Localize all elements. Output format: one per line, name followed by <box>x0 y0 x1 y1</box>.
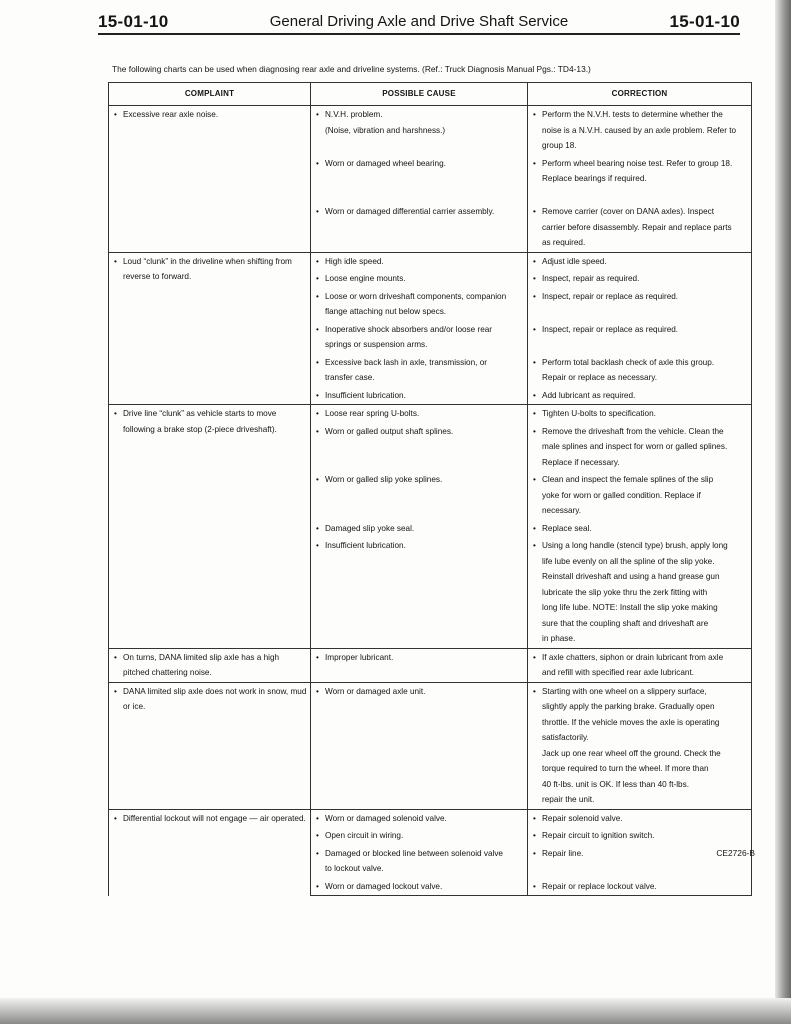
cause-entry <box>316 107 524 138</box>
correction-cell <box>528 288 752 321</box>
complaint-entry <box>114 107 307 123</box>
spacer <box>316 171 524 187</box>
text-line: group 18. <box>542 141 577 150</box>
text-line: long life lube. NOTE: Install the slip yoke making <box>542 603 718 612</box>
complaint-entry <box>114 684 307 715</box>
text-line: throttle. If the vehicle moves the axle is operating <box>542 717 720 727</box>
cause-entry-text <box>325 879 524 895</box>
diagnosis-chart <box>108 82 752 896</box>
text-line: Add lubricant as required. <box>542 390 636 400</box>
complaint-cell <box>109 405 311 649</box>
text-line: Inspect, repair or replace as required. <box>542 324 679 334</box>
text-line: Worn or damaged wheel bearing. <box>325 158 446 168</box>
complaint-text: On turns, DANA limited slip axle has a high pitched chattering noise. <box>123 652 280 677</box>
text-line: Using a long handle (stencil type) brush, apply long <box>542 541 728 550</box>
text-line: Worn or galled output shaft splines. <box>325 426 454 436</box>
text-line: Repair solenoid valve. <box>542 813 623 823</box>
correction-cell <box>528 878 752 896</box>
bullet: • <box>533 475 536 484</box>
correction-entry-text <box>542 355 748 386</box>
bullet: • <box>316 426 319 436</box>
text-line: Damaged or blocked line between solenoid valve <box>325 848 503 858</box>
cause-entry-text <box>325 538 524 554</box>
chart-header-row <box>109 83 752 106</box>
correction-cell <box>528 537 752 648</box>
text-line: Perform wheel bearing noise test. Refer to group 18. <box>542 158 733 168</box>
bullet: • <box>316 291 319 301</box>
text-line: yoke for worn or galled condition. Replace if <box>542 490 701 500</box>
bullet: • <box>533 390 536 400</box>
cause-entry-text <box>325 406 524 422</box>
cause-entry-text <box>325 472 524 488</box>
bullet: • <box>533 357 536 367</box>
text-line: Loose rear spring U-bolts. <box>325 409 420 418</box>
cause-entry-text <box>325 204 524 220</box>
complaint-entry <box>114 811 307 827</box>
bullet: • <box>316 158 319 168</box>
cause-cell <box>311 203 528 252</box>
cause-cell <box>311 648 528 682</box>
correction-entry <box>533 538 748 647</box>
correction-entry-text <box>542 879 748 895</box>
correction-cell <box>528 321 752 354</box>
cause-entry <box>316 684 524 700</box>
bullet: • <box>114 813 117 823</box>
cause-entry-text <box>325 107 524 138</box>
cause-entry <box>316 322 524 353</box>
text-line: Reinstall driveshaft and using a hand grease gun <box>542 572 720 581</box>
correction-entry <box>533 811 748 827</box>
table-row <box>109 648 752 682</box>
bullet: • <box>533 291 536 301</box>
text-line: male splines and inspect for worn or galled splines. <box>542 442 728 451</box>
cause-entry <box>316 521 524 537</box>
text-line: If axle chatters, siphon or drain lubricant from axle <box>542 652 724 662</box>
cause-cell <box>311 288 528 321</box>
correction-entry-text <box>542 322 748 338</box>
correction-cell <box>528 520 752 538</box>
complaint-cell <box>109 648 311 682</box>
text-line: in phase. <box>542 634 576 643</box>
text-line: Worn or damaged solenoid valve. <box>325 813 447 823</box>
bullet: • <box>114 652 117 662</box>
correction-cell <box>528 155 752 204</box>
correction-cell <box>528 203 752 252</box>
correction-entry-text <box>542 828 748 844</box>
text-line: sure that the coupling shaft and driveshaft are <box>542 618 709 628</box>
correction-entry-text <box>542 388 748 404</box>
text-line: Replace seal. <box>542 523 592 533</box>
cause-entry <box>316 355 524 386</box>
cause-cell <box>311 682 528 809</box>
text-line: carrier before disassembly. Repair and replace parts <box>542 222 732 232</box>
complaint-entry <box>114 650 307 681</box>
cause-entry <box>316 156 524 172</box>
bullet: • <box>316 357 319 367</box>
cause-entry <box>316 289 524 320</box>
correction-entry <box>533 684 748 808</box>
cause-cell <box>311 423 528 472</box>
cause-cell <box>311 387 528 405</box>
correction-cell <box>528 471 752 520</box>
table-row <box>109 106 752 155</box>
cause-cell <box>311 537 528 648</box>
bullet: • <box>533 426 536 436</box>
chart-body <box>109 106 752 896</box>
text-line: Perform the N.V.H. tests to determine whether the <box>542 110 723 119</box>
column-header-correction: CORRECTION <box>528 83 752 106</box>
bullet: • <box>316 652 319 662</box>
complaint-cell <box>109 809 311 896</box>
bullet: • <box>533 158 536 168</box>
text-line: noise is a N.V.H. caused by an axle problem. Refer to <box>542 125 737 135</box>
bullet: • <box>316 409 319 418</box>
correction-cell <box>528 354 752 387</box>
complaint-cell <box>109 682 311 809</box>
page-edge-shadow-right <box>775 0 791 1024</box>
text-line: High idle speed. <box>325 256 384 266</box>
bullet: • <box>316 475 319 484</box>
cause-entry-text <box>325 424 524 440</box>
bullet: • <box>316 390 319 400</box>
text-line: Clean and inspect the female splines of the slip <box>542 475 714 484</box>
bullet: • <box>114 409 117 418</box>
correction-cell <box>528 809 752 827</box>
text-line: Excessive back lash in axle, transmission, or <box>325 357 487 367</box>
bullet: • <box>533 207 536 216</box>
correction-entry <box>533 254 748 270</box>
bullet: • <box>533 324 536 334</box>
cause-entry-text <box>325 271 524 287</box>
text-line: Improper lubricant. <box>325 652 394 662</box>
bullet: • <box>533 409 536 418</box>
text-line: torque required to turn the wheel. If more than <box>542 764 709 773</box>
cause-cell <box>311 845 528 878</box>
bullet: • <box>533 831 536 840</box>
text-line: Perform total backlash check of axle this group. <box>542 357 715 367</box>
correction-cell <box>528 405 752 423</box>
bullet: • <box>533 881 536 891</box>
correction-entry-text <box>542 650 748 681</box>
text-line: Remove carrier (cover on DANA axles). Inspect <box>542 207 714 216</box>
text-line: life lube evenly on all the spline of the slip yoke. <box>542 556 715 566</box>
correction-cell <box>528 682 752 809</box>
page-edge-shadow-bottom <box>0 998 791 1024</box>
correction-entry-text <box>542 472 748 519</box>
bullet: • <box>533 274 536 283</box>
cause-entry-text <box>325 846 524 877</box>
correction-entry <box>533 406 748 422</box>
spacer <box>316 138 524 154</box>
cause-cell <box>311 252 528 270</box>
correction-cell <box>528 827 752 845</box>
correction-entry-text <box>542 271 748 287</box>
correction-cell <box>528 270 752 288</box>
correction-entry <box>533 388 748 404</box>
correction-entry <box>533 521 748 537</box>
page-number-right: 15-01-10 <box>669 12 740 31</box>
cause-cell <box>311 106 528 155</box>
column-header-complaint: COMPLAINT <box>109 83 311 106</box>
cause-entry-text <box>325 322 524 353</box>
correction-cell <box>528 423 752 472</box>
cause-cell <box>311 809 528 827</box>
bullet: • <box>316 813 319 823</box>
correction-entry-text <box>542 406 748 422</box>
cause-entry-text <box>325 521 524 537</box>
text-line: Replace if necessary. <box>542 457 620 467</box>
text-line: 40 ft-lbs. unit is OK. If less than 40 ft-lbs. <box>542 779 689 789</box>
text-line: necessary. <box>542 506 581 515</box>
bullet: • <box>114 256 117 266</box>
header-rule <box>98 33 740 35</box>
correction-entry <box>533 650 748 681</box>
cause-entry <box>316 879 524 895</box>
cause-cell <box>311 878 528 896</box>
text-line: springs or suspension arms. <box>325 340 428 349</box>
correction-entry <box>533 472 748 519</box>
correction-entry <box>533 289 748 305</box>
bullet: • <box>114 686 117 696</box>
cause-cell <box>311 471 528 520</box>
correction-entry <box>533 424 748 471</box>
text-line: repair the unit. <box>542 795 595 804</box>
bullet: • <box>316 274 319 283</box>
cause-cell <box>311 827 528 845</box>
text-line: Inspect, repair as required. <box>542 274 640 283</box>
correction-entry-text <box>542 684 748 808</box>
correction-entry-text <box>542 204 748 251</box>
cause-entry <box>316 424 524 440</box>
cause-entry <box>316 846 524 877</box>
bullet: • <box>114 110 117 119</box>
bullet: • <box>533 848 536 858</box>
text-line: Remove the driveshaft from the vehicle. Clean the <box>542 426 724 436</box>
cause-cell <box>311 354 528 387</box>
bullet: • <box>316 541 319 550</box>
cause-cell <box>311 520 528 538</box>
text-line: Insufficient lubrication. <box>325 541 406 550</box>
text-line: Damaged slip yoke seal. <box>325 523 415 533</box>
correction-entry-text <box>542 289 748 305</box>
text-line: Tighten U-bolts to specification. <box>542 409 656 418</box>
cause-entry-text <box>325 828 524 844</box>
text-line: transfer case. <box>325 373 375 382</box>
text-line: flange attaching nut below specs. <box>325 307 447 316</box>
text-line: Insufficient lubrication. <box>325 390 406 400</box>
cause-entry-text <box>325 811 524 827</box>
correction-cell <box>528 648 752 682</box>
correction-entry <box>533 322 748 338</box>
cause-entry <box>316 538 524 554</box>
intro-text: The following charts can be used when diagnosing rear axle and driveline systems. (Ref.: Truck Diagnosis Manual Pgs.: TD4-13.) <box>112 64 591 74</box>
cause-entry <box>316 271 524 287</box>
correction-cell <box>528 106 752 155</box>
complaint-entry <box>114 254 307 285</box>
bullet: • <box>316 256 319 266</box>
text-line: Repair line. <box>542 848 584 858</box>
page-title: General Driving Axle and Drive Shaft Service <box>269 13 569 30</box>
complaint-entry <box>114 406 307 437</box>
cause-entry-text <box>325 684 524 700</box>
correction-entry <box>533 355 748 386</box>
text-line: Inoperative shock absorbers and/or loose rear <box>325 324 493 334</box>
cause-entry <box>316 388 524 404</box>
complaint-cell <box>109 252 311 405</box>
correction-entry <box>533 271 748 287</box>
cause-cell <box>311 321 528 354</box>
bullet: • <box>533 541 536 550</box>
correction-entry <box>533 879 748 895</box>
bullet: • <box>533 110 536 119</box>
cause-cell <box>311 405 528 423</box>
text-line: N.V.H. problem. <box>325 110 383 119</box>
correction-entry-text <box>542 156 748 187</box>
bullet: • <box>316 523 319 533</box>
bullet: • <box>316 686 319 696</box>
correction-cell <box>528 252 752 270</box>
cause-entry-text <box>325 650 524 666</box>
complaint-text: Loud “clunk” in the driveline when shifting from reverse to forward. <box>123 256 292 281</box>
column-header-possible-cause: POSSIBLE CAUSE <box>311 83 528 106</box>
text-line: (Noise, vibration and harshness.) <box>325 125 446 135</box>
text-line: and refill with specified rear axle lubricant. <box>542 668 694 677</box>
page-number-left: 15-01-10 <box>98 12 169 31</box>
cause-cell <box>311 155 528 204</box>
table-row <box>109 405 752 423</box>
complaint-text: Differential lockout will not engage — air operated. <box>123 813 306 823</box>
bullet: • <box>316 207 319 216</box>
bullet: • <box>316 831 319 840</box>
text-line: Repair or replace as necessary. <box>542 373 657 382</box>
correction-entry <box>533 107 748 154</box>
bullet: • <box>533 813 536 823</box>
correction-entry-text <box>542 424 748 471</box>
text-line: Adjust idle speed. <box>542 256 607 266</box>
cause-entry <box>316 650 524 666</box>
correction-entry-text <box>542 107 748 154</box>
cause-entry-text <box>325 388 524 404</box>
complaint-text: Drive line “clunk” as vehicle starts to move following a brake stop (2-piece driveshaft). <box>123 409 277 434</box>
spacer <box>533 187 748 203</box>
text-line: as required. <box>542 238 586 247</box>
text-line: Worn or damaged axle unit. <box>325 686 426 696</box>
correction-entry <box>533 828 748 844</box>
cause-entry-text <box>325 156 524 172</box>
text-line: to lockout valve. <box>325 864 384 873</box>
table-row <box>109 682 752 809</box>
bullet: • <box>316 110 319 119</box>
cause-entry <box>316 406 524 422</box>
cause-entry <box>316 811 524 827</box>
text-line: Loose engine mounts. <box>325 274 406 283</box>
correction-entry-text <box>542 538 748 647</box>
text-line: Jack up one rear wheel off the ground. Check the <box>542 748 721 758</box>
cause-entry-text <box>325 355 524 386</box>
bullet: • <box>533 523 536 533</box>
bullet: • <box>533 652 536 662</box>
text-line: Worn or damaged differential carrier assembly. <box>325 207 495 216</box>
text-line: Worn or galled slip yoke splines. <box>325 475 443 484</box>
complaint-cell <box>109 106 311 253</box>
bullet: • <box>533 686 536 696</box>
correction-entry <box>533 156 748 187</box>
complaint-text: Excessive rear axle noise. <box>123 110 219 119</box>
text-line: Replace bearings if required. <box>542 174 647 183</box>
table-row <box>109 809 752 827</box>
correction-entry <box>533 204 748 251</box>
text-line: Repair circuit to ignition switch. <box>542 831 655 840</box>
text-line: Worn or damaged lockout valve. <box>325 881 443 891</box>
correction-entry-text <box>542 811 748 827</box>
bullet: • <box>316 881 319 891</box>
cause-entry <box>316 204 524 220</box>
cause-entry <box>316 472 524 488</box>
text-line: Repair or replace lockout valve. <box>542 881 657 891</box>
bullet: • <box>316 324 319 334</box>
figure-code: CE2726-B <box>716 848 755 858</box>
complaint-text: DANA limited slip axle does not work in snow, mud or ice. <box>123 686 307 711</box>
bullet: • <box>316 848 319 858</box>
cause-entry-text <box>325 254 524 270</box>
correction-entry-text <box>542 254 748 270</box>
correction-cell <box>528 387 752 405</box>
text-line: Open circuit in wiring. <box>325 831 404 840</box>
text-line: Loose or worn driveshaft components, companion <box>325 291 507 301</box>
correction-entry-text <box>542 521 748 537</box>
cause-entry <box>316 254 524 270</box>
text-line: satisfactorily. <box>542 733 589 742</box>
text-line: Starting with one wheel on a slippery surface, <box>542 686 707 696</box>
text-line: Inspect, repair or replace as required. <box>542 291 679 301</box>
text-line: slightly apply the parking brake. Gradually open <box>542 702 715 711</box>
cause-entry <box>316 828 524 844</box>
text-line: lubricate the slip yoke thru the zerk fitting with <box>542 587 708 597</box>
bullet: • <box>533 256 536 266</box>
table-row <box>109 252 752 270</box>
cause-entry-text <box>325 289 524 320</box>
cause-cell <box>311 270 528 288</box>
